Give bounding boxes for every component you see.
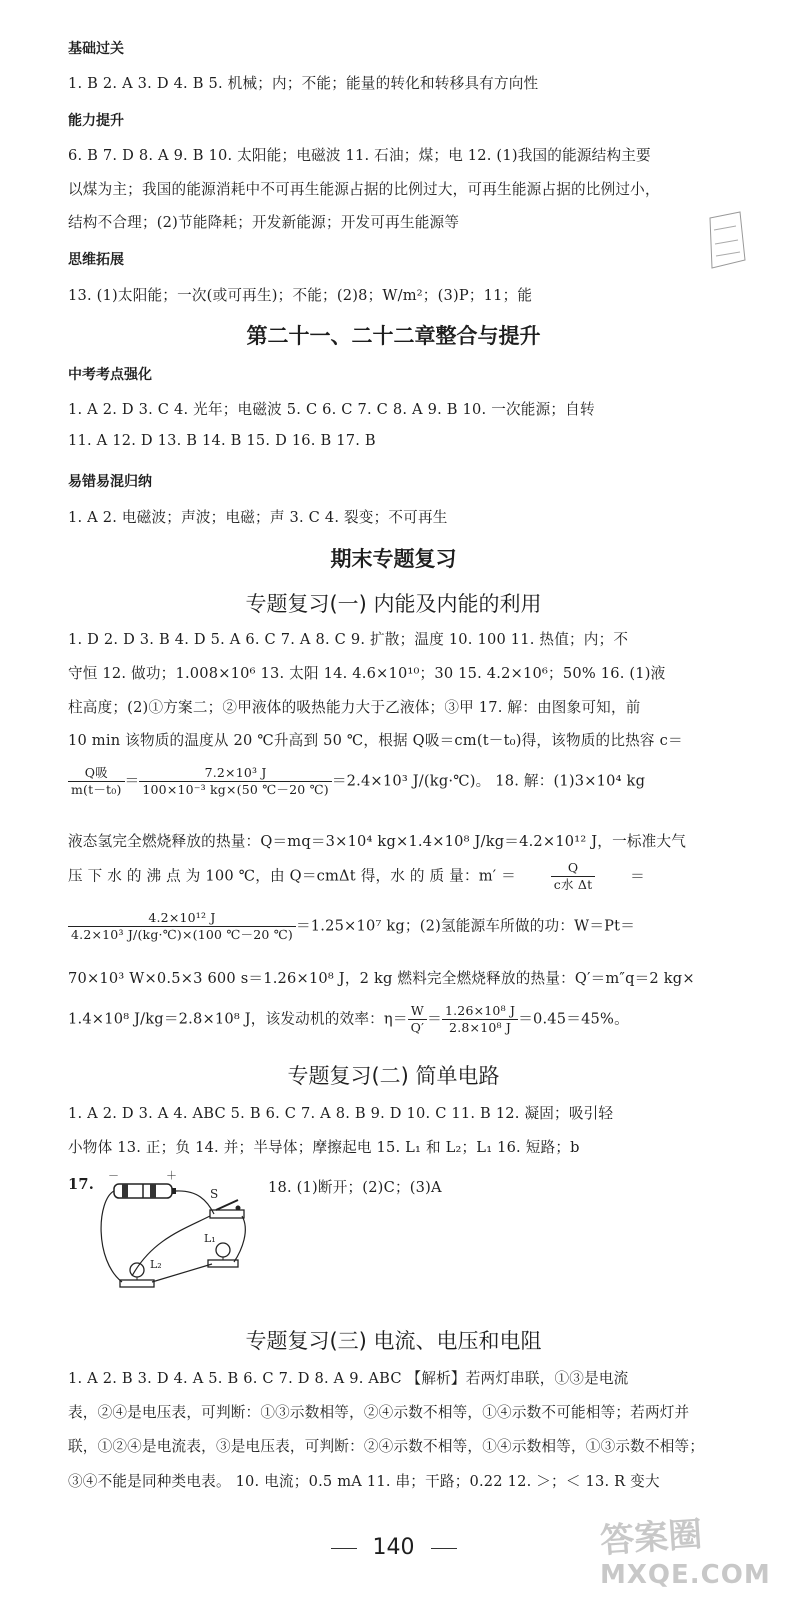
answer-line: 以煤为主；我国的能源消耗中不可再生能源占据的比例过大，可再生能源占据的比例过小，	[68, 181, 660, 198]
answer-line: 1. A 2. D 3. C 4. 光年；电磁波 5. C 6. C 7. C 8. A 9. B 10. 一次能源；自转	[68, 401, 595, 418]
section-exam-points: 中考考点强化	[68, 367, 152, 383]
final-review-heading: 期末专题复习	[330, 547, 457, 571]
answer-line: 11. A 12. D 13. B 14. B 15. D 16. B 17. B	[68, 432, 376, 449]
fraction: $\frac{\text{7.2×10³ J}}{\text{100×10⁻³ kg×(50 ℃－20 ℃)}}$	[139, 765, 331, 798]
answer-line: ③④不能是同种类电表。 10. 电流；0.5 mA 11. 串；干路；0.22 12. ＞；＜ 13. R 变大	[68, 1473, 660, 1490]
negative-terminal-label: －	[108, 1170, 119, 1182]
switch-icon	[210, 1200, 244, 1218]
answer-line: 70×10³ W×0.5×3 600 s＝1.26×10⁸ J，2 kg 燃料完全燃烧释放的热量：Q′＝m″q＝2 kg×	[68, 970, 695, 987]
answer-line: 1. B 2. A 3. D 4. B 5. 机械；内；不能；能量的转化和转移具有方向性	[68, 75, 539, 92]
lamp-icon	[120, 1263, 154, 1287]
fraction: $\frac{\text{Q吸}}{\text{m(t－t₀)}}$	[68, 765, 125, 798]
answer-line: 1. A 2. D 3. A 4. ABC 5. B 6. C 7. A 8. B 9. D 10. C 11. B 12. 凝固；吸引轻	[68, 1105, 614, 1122]
lamp-l2-label: L₂	[150, 1258, 162, 1271]
topic-heading-3: 专题复习(三) 电流、电压和电阻	[245, 1329, 542, 1353]
answer-line: 1. D 2. D 3. B 4. D 5. A 6. C 7. A 8. C 9. 扩散；温度 10. 100 11. 热值；内；不	[68, 631, 629, 648]
section-ability: 能力提升	[68, 113, 124, 129]
answer-line: 柱高度；(2)①方案二；②甲液体的吸热能力大于乙液体；③甲 17. 解：由图象可知，前	[68, 699, 641, 716]
answer-line: 联，①②④是电流表，③是电压表，可判断：②④示数不相等，①④示数相等，①③示数不相等；	[68, 1438, 705, 1455]
wire	[234, 1216, 245, 1262]
battery-icon	[114, 1184, 176, 1198]
fraction: $\frac{W}{Q'}$	[408, 1003, 428, 1036]
wire	[101, 1191, 122, 1282]
watermark-logo: 答案圈	[598, 1514, 704, 1562]
wire	[176, 1191, 214, 1214]
answer-line: 结构不合理；(2)节能降耗；开发新能源；开发可再生能源等	[68, 214, 460, 231]
answer-line: 1. A 2. 电磁波；声波；电磁；声 3. C 4. 裂变；不可再生	[68, 509, 448, 526]
topic-heading-1: 专题复习(一) 内能及内能的利用	[245, 592, 542, 616]
question-number: 17.	[68, 1176, 94, 1193]
lamp-l1-label: L₁	[204, 1232, 216, 1245]
fraction: $\frac{\text{4.2×10¹² J}}{\text{4.2×10³ J/(kg·℃)×(100 ℃－20 ℃)}}$	[68, 910, 296, 943]
page-number-dash	[431, 1548, 457, 1549]
chapter-heading: 第二十一、二十二章整合与提升	[246, 324, 541, 348]
answer-line: 守恒 12. 做功；1.008×10⁶ 13. 太阳 14. 4.6×10¹⁰；30 15. 4.2×10⁶；50% 16. (1)液	[68, 665, 666, 682]
section-common-errors: 易错易混归纳	[68, 474, 152, 490]
circuit-diagram	[92, 1170, 262, 1300]
lamp-icon	[208, 1243, 238, 1267]
formula-line: $\frac{\text{4.2×10¹² J}}{\text{4.2×10³ J/(kg·℃)×(100 ℃－20 ℃)}}$ ＝1.25×10⁷ kg；(2)氢能源车所做的功：W＝Pt＝	[68, 910, 728, 943]
section-basic: 基础过关	[68, 41, 124, 57]
answer-line: 10 min 该物质的温度从 20 ℃升高到 50 ℃，根据 Q吸＝cm(t－t₀)得，该物质的比热容 c＝	[68, 732, 683, 749]
answer-line: 1. A 2. B 3. D 4. A 5. B 6. C 7. D 8. A 9. ABC 【解析】若两灯串联，①③是电流	[68, 1370, 629, 1387]
answer-line: 18. (1)断开；(2)C；(3)A	[268, 1179, 442, 1196]
topic-heading-2: 专题复习(二) 简单电路	[287, 1064, 500, 1088]
fraction: $\frac{\text{1.26×10⁸ J}}{\text{2.8×10⁸ J}}$	[442, 1003, 518, 1036]
page-number-dash	[331, 1548, 357, 1549]
formula-line: 1.4×10⁸ J/kg＝2.8×10⁸ J，该发动机的效率：η＝ $\frac{W}{Q'}$ ＝ $\frac{\text{1.26×10⁸ J}}{\text{2.8×10⁸ J}}$ ＝0.45＝45%。	[68, 1003, 629, 1035]
watermark-url: MXQE.COM	[600, 1560, 771, 1590]
positive-terminal-label: ＋	[166, 1170, 177, 1182]
section-thinking: 思维拓展	[68, 252, 124, 268]
answer-line: 小物体 13. 正；负 14. 并；半导体；摩擦起电 15. L₁ 和 L₂；L₁ 16. 短路；b	[68, 1139, 580, 1156]
switch-label: S	[210, 1187, 219, 1201]
margin-stamp-icon	[700, 210, 760, 280]
answer-line: 13. (1)太阳能；一次(或可再生)；不能；(2)8；W/m²；(3)P；11；能	[68, 287, 533, 304]
page-number: 140	[0, 1535, 787, 1560]
formula-line: $\frac{\text{Q吸}}{\text{m(t－t₀)}}$ ＝ $\frac{\text{7.2×10³ J}}{\text{100×10⁻³ kg×(50 ℃－20 ℃)}}$ ＝2.4×10³ J/(kg·℃)。 18. 解：(1)3×10⁴ kg	[68, 765, 728, 798]
answer-line: 6. B 7. D 8. A 9. B 10. 太阳能；电磁波 11. 石油；煤；电 12. (1)我国的能源结构主要	[68, 147, 651, 164]
answer-line: 表，②④是电压表，可判断：①③示数相等，②④示数不相等，①④示数不可能相等；若两灯并	[68, 1404, 690, 1421]
formula-line: 压 下 水 的 沸 点 为 100 ℃，由 Q＝cmΔt 得，水 的 质 量：m′ ＝ $\frac{Q}{\text{c水 Δt}}$ ＝	[68, 860, 645, 892]
fraction: $\frac{Q}{\text{c水 Δt}}$	[551, 860, 596, 893]
answer-line: 液态氢完全燃烧释放的热量：Q＝mq＝3×10⁴ kg×1.4×10⁸ J/kg＝4.2×10¹² J，一标准大气	[68, 833, 687, 850]
